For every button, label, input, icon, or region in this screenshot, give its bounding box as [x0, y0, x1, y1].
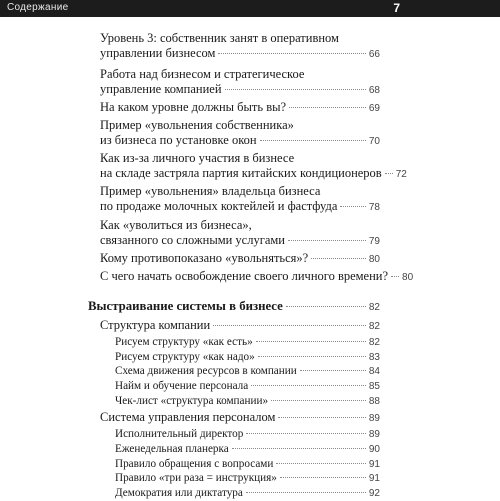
dot-leader	[289, 107, 366, 108]
toc-page-number: 79	[368, 236, 380, 247]
toc-subentry[interactable]	[115, 335, 380, 350]
toc-entry[interactable]	[100, 118, 380, 149]
toc-entry-title-line: связанного со сложными услугами	[100, 233, 285, 247]
toc-entry-title-line: Структура компании	[100, 318, 211, 332]
toc-subentry[interactable]	[115, 364, 380, 379]
toc-page-number: 89	[368, 413, 380, 424]
toc-entry-title-line: Пример «увольнения собственника»	[100, 118, 294, 132]
toc-entry[interactable]	[100, 31, 380, 62]
toc-entry-title-line: Пример «увольнения» владельца бизнеса	[100, 184, 321, 198]
dot-leader	[276, 463, 366, 464]
dot-leader	[246, 433, 366, 434]
toc-page-number: 90	[368, 444, 380, 455]
toc-entry-title-line: Работа над бизнесом и стратегическое	[100, 67, 305, 81]
toc-subentry[interactable]	[115, 457, 380, 472]
toc-page-number: 92	[368, 488, 380, 499]
toc-entry[interactable]	[100, 410, 380, 426]
dot-leader	[260, 140, 366, 141]
toc-subentry-title: Исполнительный директор	[115, 428, 244, 440]
toc-page-number: 66	[368, 49, 380, 60]
dot-leader	[251, 385, 366, 386]
toc-page-number: 82	[368, 302, 380, 313]
dot-leader	[218, 53, 365, 54]
toc-entry[interactable]	[100, 269, 414, 285]
toc-page-number: 88	[368, 396, 380, 407]
dot-leader	[278, 417, 365, 418]
toc-page-number: 70	[368, 136, 380, 147]
dot-leader	[246, 492, 366, 493]
toc-subentry-title: Схема движения ресурсов в компании	[115, 365, 297, 377]
toc-entry-title-line: Уровень 3: собственник занят в оперативном	[100, 31, 339, 45]
toc-page-number: 72	[395, 169, 407, 180]
page-number: 7	[393, 1, 400, 15]
toc-entry[interactable]	[100, 251, 380, 267]
dot-leader	[311, 258, 366, 259]
dot-leader	[300, 370, 366, 371]
toc-subentry[interactable]	[115, 379, 380, 394]
toc-page-number: 91	[368, 459, 380, 470]
toc-page-number: 80	[402, 272, 414, 283]
toc-entry-title-line: С чего начать освобождение своего личного времени?	[100, 269, 389, 283]
toc-page-number: 89	[368, 429, 380, 440]
dot-leader	[385, 173, 393, 174]
toc-subentry[interactable]	[115, 394, 380, 409]
toc-subentry[interactable]	[115, 486, 380, 501]
toc-entry[interactable]	[100, 218, 380, 249]
toc-subentry[interactable]	[115, 471, 380, 486]
toc-entry-title-line: Система управления персоналом	[100, 410, 276, 424]
toc-subentry-title: Правило обращения с вопросами	[115, 458, 274, 470]
toc-subentry-title: Демократия или диктатура	[115, 487, 243, 499]
toc-entry[interactable]	[100, 151, 407, 182]
toc-entry-title-line: из бизнеса по установке окон	[100, 133, 257, 147]
toc-subentry-title: Рисуем структуру «как есть»	[115, 336, 253, 348]
toc-page-number: 91	[368, 473, 380, 484]
toc-subentry-title: Чек-лист «структура компании»	[115, 395, 269, 407]
toc-entry[interactable]	[100, 67, 380, 98]
dot-leader	[225, 89, 366, 90]
toc-subentry[interactable]	[115, 442, 380, 457]
dot-leader	[256, 341, 366, 342]
running-header-title: Содержание	[7, 2, 69, 13]
toc-page-number: 85	[368, 381, 380, 392]
toc-subentry-title: Еженедельная планерка	[115, 443, 229, 455]
toc-entry[interactable]	[100, 100, 380, 116]
toc-entry-title-line: на складе застряла партия китайских кондиционеров	[100, 166, 382, 180]
toc-chapter-entry[interactable]	[88, 299, 380, 315]
dot-leader	[232, 448, 366, 449]
dot-leader	[280, 477, 366, 478]
toc-entry[interactable]	[100, 184, 380, 215]
toc-entry[interactable]	[100, 318, 380, 334]
dot-leader	[213, 325, 366, 326]
toc-page-number: 83	[368, 352, 380, 363]
toc-subentry-title: Правило «три раза = инструкция»	[115, 472, 277, 484]
toc-page-number: 78	[368, 202, 380, 213]
toc-subentry[interactable]	[115, 350, 380, 365]
toc-subentry-title: Рисуем структуру «как надо»	[115, 351, 255, 363]
toc-page-number: 82	[368, 321, 380, 332]
toc-chapter-title: Выстраивание системы в бизнесе	[88, 299, 283, 313]
toc-entry-title-line: На каком уровне должны быть вы?	[100, 100, 287, 114]
dot-leader	[258, 356, 366, 357]
toc-subentry-title: Найм и обучение персонала	[115, 380, 249, 392]
dot-leader	[286, 306, 366, 307]
toc-subentry[interactable]	[115, 427, 380, 442]
dot-leader	[340, 206, 365, 207]
toc-page-number: 69	[368, 103, 380, 114]
dot-leader	[288, 240, 366, 241]
toc-page-number: 84	[368, 366, 380, 377]
toc-entry-title-line: Как из-за личного участия в бизнесе	[100, 151, 295, 165]
dot-leader	[271, 400, 366, 401]
toc-page-number: 68	[368, 85, 380, 96]
toc-page-number: 80	[368, 254, 380, 265]
toc-entry-title-line: Кому противопоказано «увольняться»?	[100, 251, 309, 265]
toc-entry-title-line: по продаже молочных коктейлей и фастфуда	[100, 199, 338, 213]
toc-page-number: 82	[368, 337, 380, 348]
dot-leader	[391, 276, 399, 277]
toc-entry-title-line: управление компанией	[100, 82, 222, 96]
toc-entry-title-line: Как «уволиться из бизнеса»,	[100, 218, 252, 232]
toc-entry-title-line: управлении бизнесом	[100, 46, 216, 60]
